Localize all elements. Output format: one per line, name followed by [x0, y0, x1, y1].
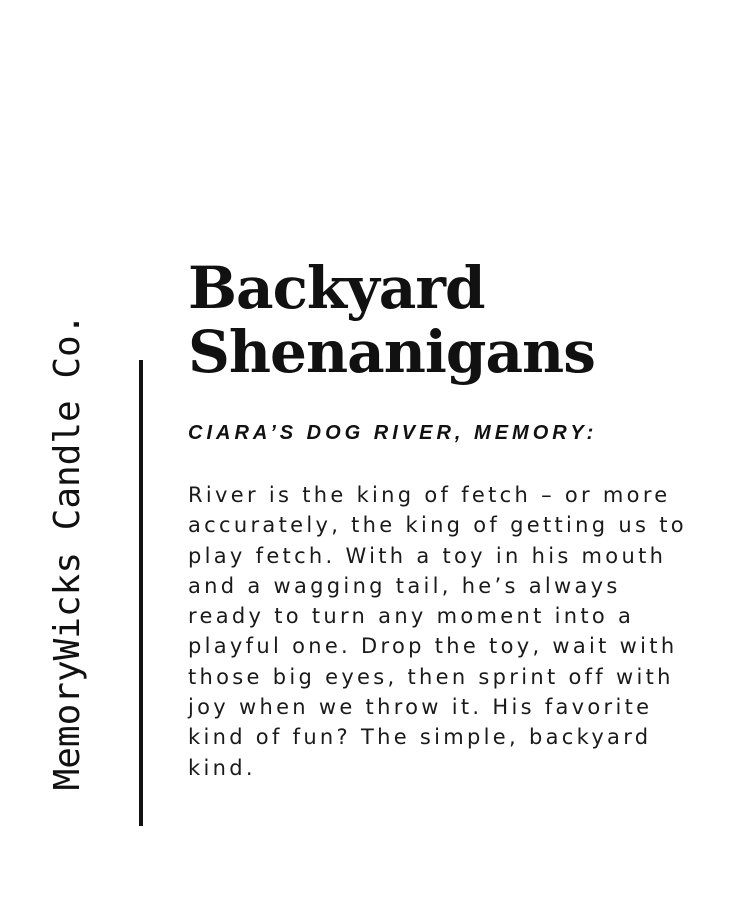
story-line: River is the king of fetch – or more: [188, 483, 671, 507]
story-line: play fetch. With a toy in his mouth: [188, 543, 667, 568]
product-title-line-1: Backyard: [188, 254, 485, 322]
story-line: kind.: [188, 755, 256, 780]
memory-subtitle: CIARA’S DOG RIVER, MEMORY:: [188, 422, 598, 444]
product-title: [188, 256, 728, 384]
story-line: accurately, the king of getting us to: [188, 513, 687, 538]
story-line: kind of fun? The simple, backyard: [188, 725, 652, 750]
product-card: [188, 256, 728, 783]
vertical-divider: [139, 360, 143, 826]
story-line: those big eyes, then sprint off with: [188, 664, 674, 689]
story-line: joy when we throw it. His favorite: [188, 695, 653, 720]
story-line: and a wagging tail, he’s always: [188, 573, 621, 598]
story-line: ready to turn any moment into a: [188, 604, 635, 629]
memory-story: [188, 480, 728, 783]
brand-name: MemoryWicks Candle Co.: [47, 313, 88, 791]
story-line: playful one. Drop the toy, wait with: [188, 634, 678, 659]
product-title-line-2: Shenanigans: [188, 318, 595, 386]
